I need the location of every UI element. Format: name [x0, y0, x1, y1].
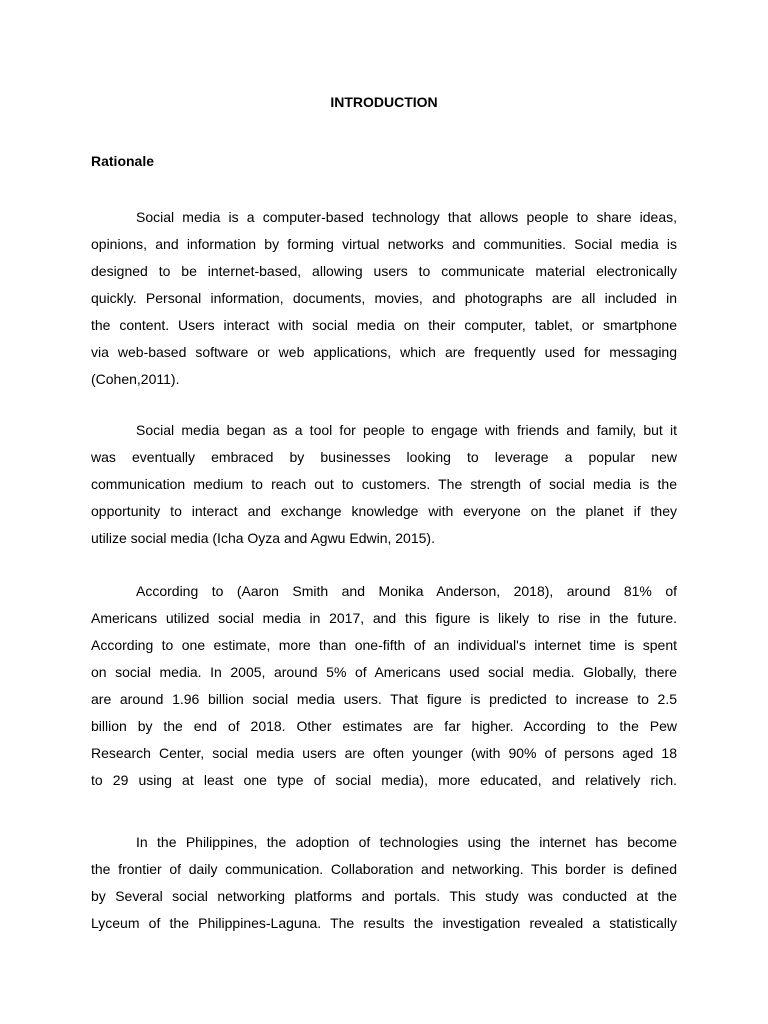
paragraph-line: Social media is a computer-based technology that allows people to share ideas, [136, 209, 677, 225]
page-title: INTRODUCTION [330, 94, 438, 110]
paragraph-line: the content. Users interact with social media on their computer, tablet, or smartphone [91, 317, 677, 333]
paragraph-line: was eventually embraced by businesses looking to leverage a popular new [91, 449, 677, 465]
paragraph-line: Research Center, social media users are often younger (with 90% of persons aged 18 [91, 745, 677, 761]
paragraph-line: In the Philippines, the adoption of technologies using the internet has become [136, 834, 677, 850]
paragraph-line: opinions, and information by forming virtual networks and communities. Social media is [91, 236, 677, 252]
paragraph-3 [91, 578, 677, 794]
section-heading: Rationale [91, 153, 155, 169]
paragraph-line: via web-based software or web applications, which are frequently used for messaging [91, 344, 677, 360]
paragraph-line: the frontier of daily communication. Collaboration and networking. This border is defined [91, 861, 677, 877]
paragraph-line: According to (Aaron Smith and Monika Anderson, 2018), around 81% of [136, 583, 677, 599]
paragraph-1 [91, 204, 677, 393]
paragraph-line: Social media began as a tool for people to engage with friends and family, but it [136, 422, 677, 438]
paragraph-line: According to one estimate, more than one-fifth of an individual's internet time is spent [91, 637, 677, 653]
paragraph-line: opportunity to interact and exchange knowledge with everyone on the planet if they [91, 503, 677, 519]
paragraph-line: Americans utilized social media in 2017, and this figure is likely to rise in the future. [91, 610, 677, 626]
paragraph-line: utilize social media (Icha Oyza and Agwu Edwin, 2015). [91, 530, 435, 546]
paragraph-4 [91, 829, 677, 937]
paragraph-2 [91, 417, 677, 552]
paragraph-line: billion by the end of 2018. Other estimates are far higher. According to the Pew [91, 718, 677, 734]
paragraph-line: communication medium to reach out to customers. The strength of social media is the [91, 476, 677, 492]
paragraph-line: on social media. In 2005, around 5% of Americans used social media. Globally, there [91, 664, 677, 680]
paragraph-line: designed to be internet-based, allowing users to communicate material electronically [91, 263, 677, 279]
paragraph-line: quickly. Personal information, documents, movies, and photographs are all included in [91, 290, 677, 306]
paragraph-line: are around 1.96 billion social media users. That figure is predicted to increase to 2.5 [91, 691, 677, 707]
paragraph-line: (Cohen,2011). [91, 371, 180, 387]
paragraph-line: Lyceum of the Philippines-Laguna. The results the investigation revealed a statistically [91, 915, 677, 931]
paragraph-line: by Several social networking platforms and portals. This study was conducted at the [91, 888, 677, 904]
paragraph-line: to 29 using at least one type of social media), more educated, and relatively rich. [91, 772, 677, 788]
